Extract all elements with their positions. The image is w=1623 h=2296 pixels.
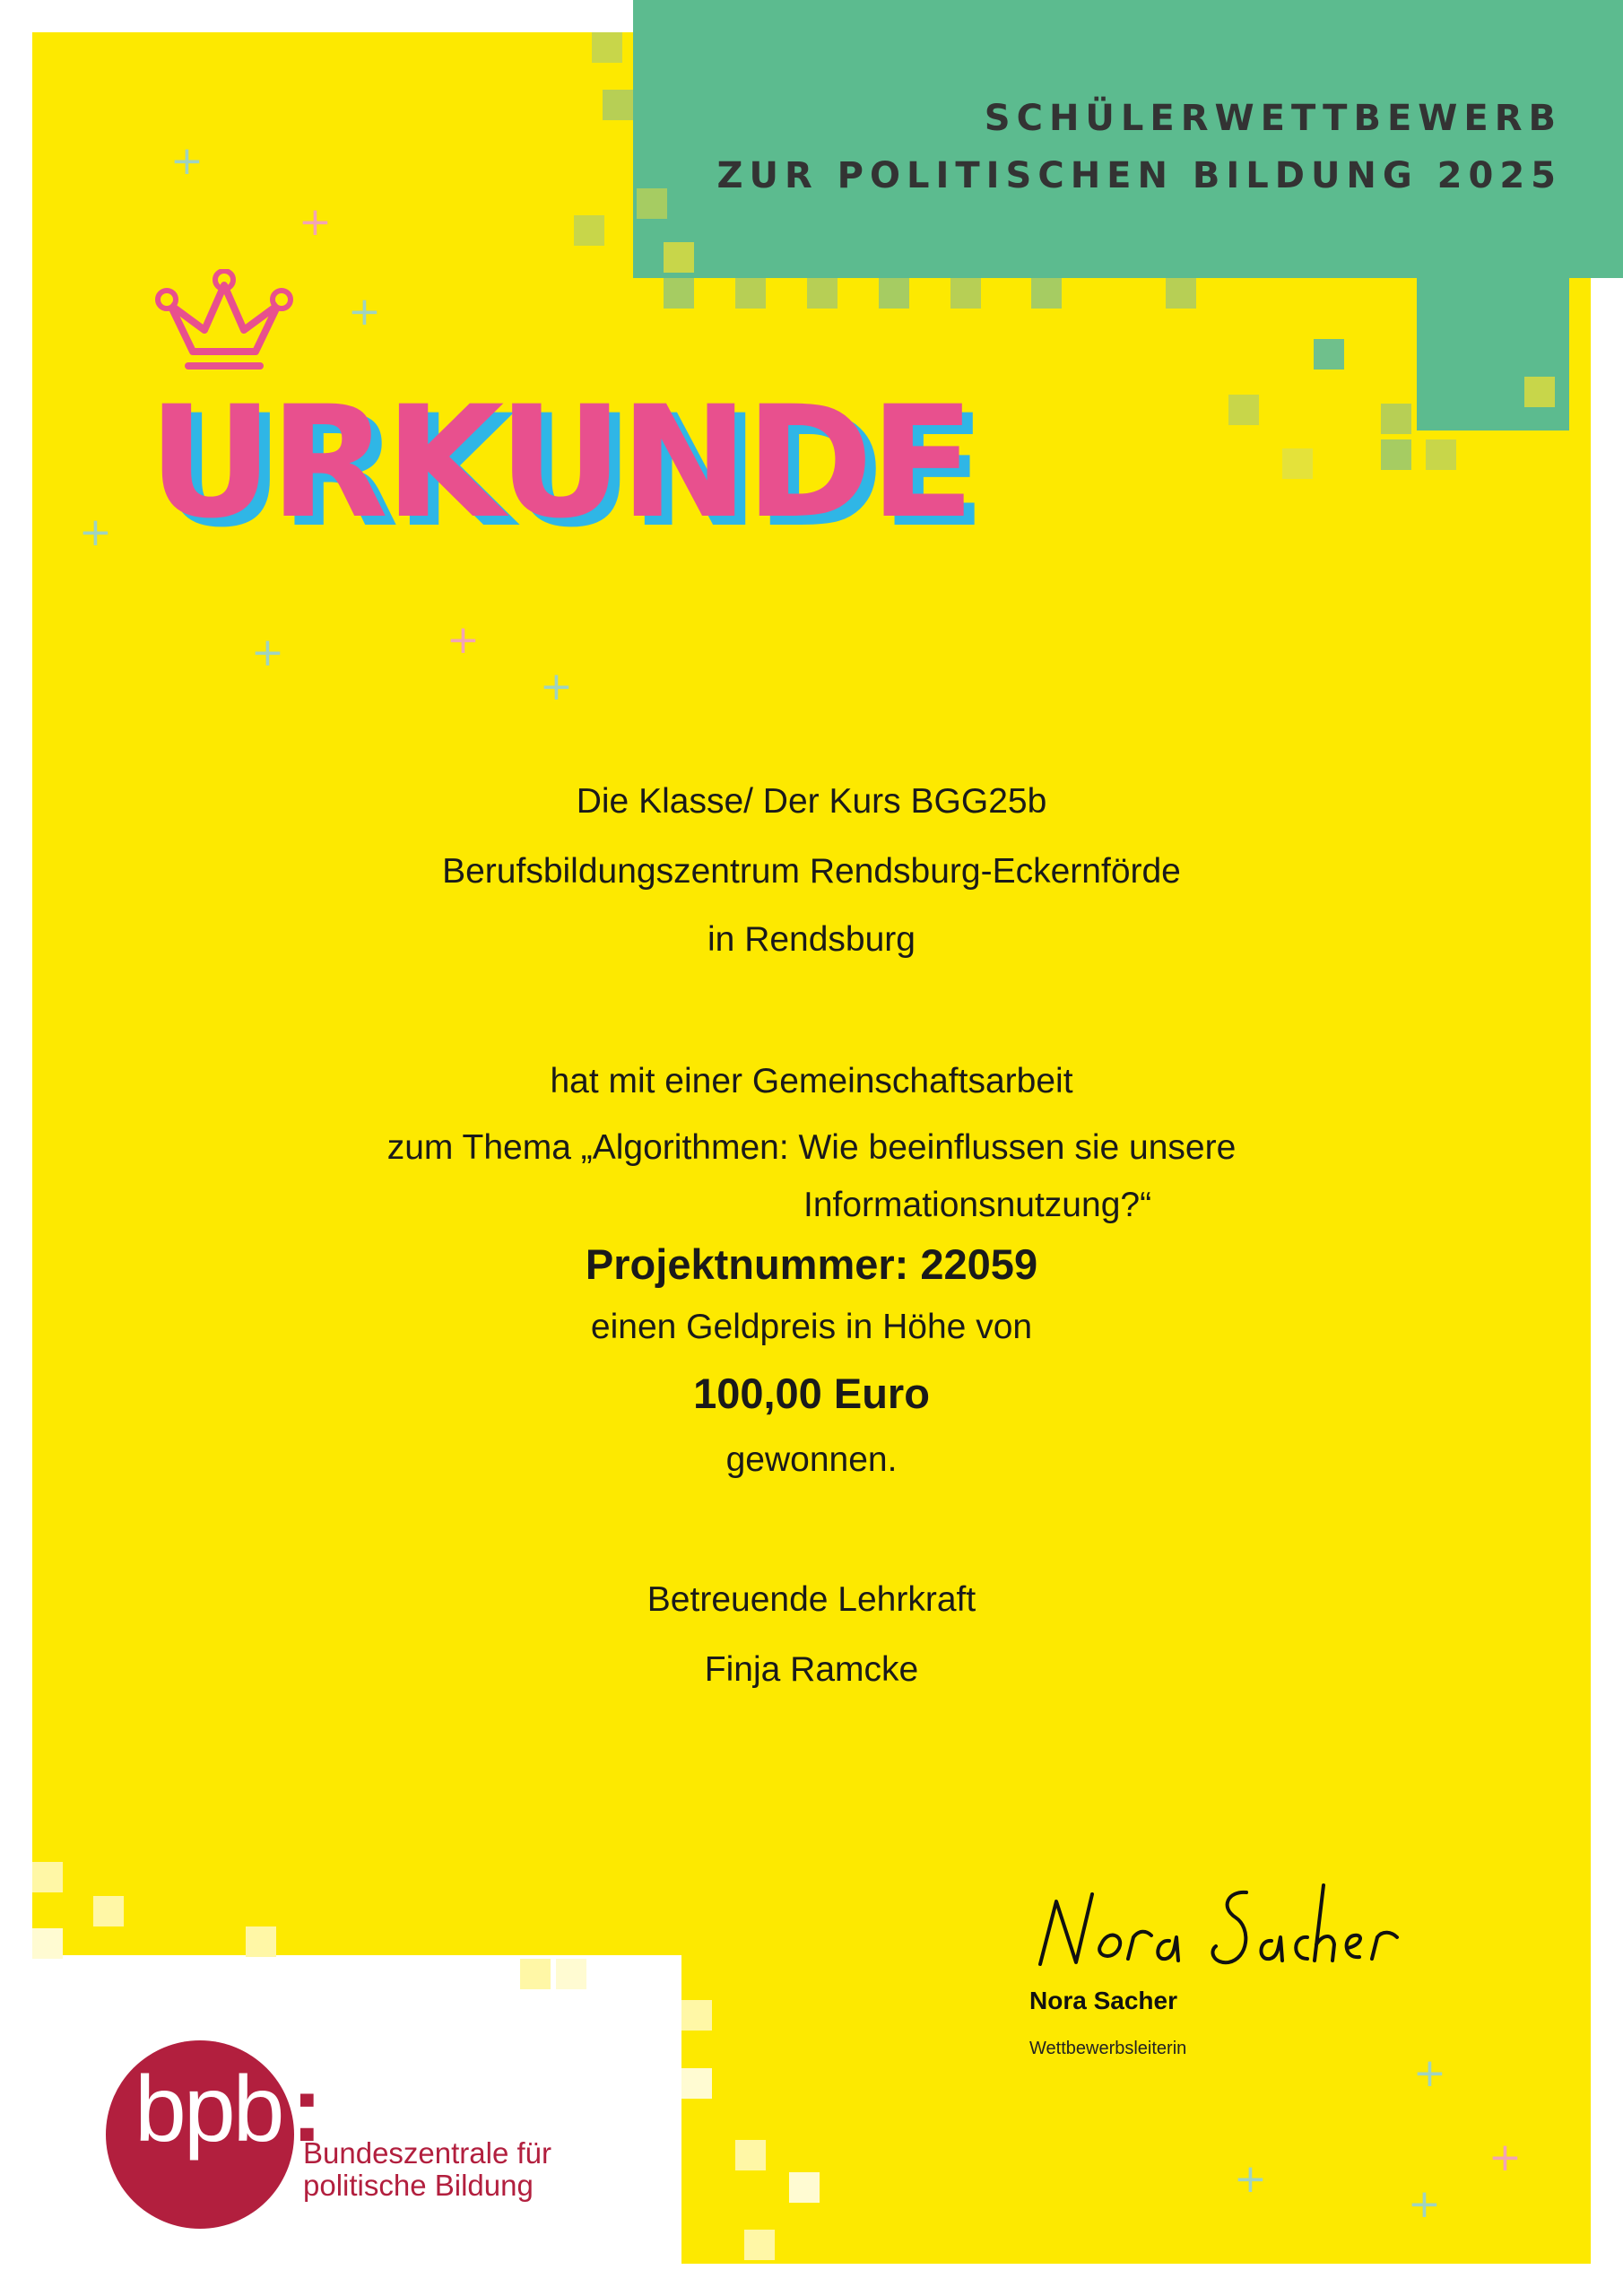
pixel-decoration — [664, 278, 694, 309]
bpb-logo-line-1: Bundeszentrale für — [303, 2136, 552, 2170]
teacher-name: Finja Ramcke — [704, 1650, 919, 1689]
teacher-label: Betreuende Lehrkraft — [647, 1580, 976, 1619]
pixel-decoration — [735, 278, 766, 309]
plus-icon: + — [1413, 2050, 1446, 2096]
plus-icon: + — [348, 289, 381, 335]
plus-icon: + — [1488, 2135, 1522, 2180]
logo-area — [0, 1955, 681, 2296]
plus-icon: + — [170, 138, 204, 184]
plus-icon: + — [251, 630, 284, 675]
class-line: Die Klasse/ Der Kurs BGG25b — [576, 782, 1047, 821]
bpb-logo-colon: : — [291, 2057, 323, 2161]
pixel-decoration — [681, 2000, 712, 2031]
school-line: Berufsbildungszentrum Rendsburg-Eckernförde — [442, 852, 1181, 891]
pixel-decoration — [744, 2230, 775, 2260]
pixel-decoration — [592, 32, 622, 63]
plus-icon: + — [299, 199, 332, 245]
prize-line: einen Geldpreis in Höhe von — [590, 1308, 1033, 1346]
plus-icon: + — [79, 509, 112, 555]
pixel-decoration — [520, 1959, 551, 1989]
pixel-decoration — [246, 1926, 276, 1957]
plus-icon: + — [1234, 2156, 1267, 2202]
bpb-logo-text — [303, 2137, 551, 2202]
header-line-1: SCHÜLERWETTBEWERB — [984, 98, 1562, 139]
topic-line-2: Informationsnutzung?“ — [803, 1186, 1152, 1224]
pixel-decoration — [1031, 278, 1062, 309]
certificate-body — [0, 764, 1623, 1708]
project-number: Projektnummer: 22059 — [585, 1240, 1038, 1288]
pixel-decoration — [735, 2140, 766, 2170]
pixel-decoration — [32, 1862, 63, 1892]
pixel-decoration — [1381, 439, 1411, 470]
pixel-decoration — [556, 1959, 586, 1989]
pixel-decoration — [1314, 339, 1344, 370]
won-line: gewonnen. — [725, 1440, 898, 1479]
certificate-title: URKUNDE — [148, 372, 972, 552]
plus-icon: + — [1408, 2181, 1441, 2227]
plus-icon: + — [540, 664, 573, 709]
plus-icon: + — [447, 617, 480, 663]
topic-line-1: zum Thema „Algorithmen: Wie beeinflussen sie unsere — [386, 1128, 1237, 1167]
pixel-decoration — [574, 215, 604, 246]
bpb-logo-mark: bpb — [135, 2057, 282, 2161]
bpb-logo-line-2: politische Bildung — [303, 2169, 534, 2202]
pixel-decoration — [93, 1896, 124, 1926]
pixel-decoration — [637, 188, 667, 219]
crown-icon — [152, 269, 296, 377]
pixel-decoration — [879, 278, 909, 309]
header-line-2: ZUR POLITISCHEN BILDUNG 2025 — [716, 155, 1562, 196]
pixel-decoration — [1381, 404, 1411, 434]
pixel-decoration — [1166, 278, 1196, 309]
pixel-decoration — [1524, 377, 1555, 407]
pixel-decoration — [681, 2068, 712, 2099]
pixel-decoration — [32, 1928, 63, 1959]
pixel-decoration — [807, 278, 838, 309]
city-line: in Rendsburg — [707, 920, 916, 959]
prize-amount: 100,00 Euro — [693, 1370, 930, 1417]
pixel-decoration — [1282, 448, 1313, 479]
competition-header — [716, 90, 1562, 204]
pixel-decoration — [789, 2172, 820, 2203]
signatory-role: Wettbewerbsleiterin — [1029, 2039, 1187, 2058]
signatory-name: Nora Sacher — [1029, 1987, 1177, 2014]
pixel-decoration — [664, 242, 694, 273]
handwritten-signature — [1022, 1866, 1435, 1991]
work-line: hat mit einer Gemeinschaftsarbeit — [550, 1062, 1073, 1100]
pixel-decoration — [950, 278, 981, 309]
pixel-decoration — [1426, 439, 1456, 470]
pixel-decoration — [603, 90, 633, 120]
pixel-decoration — [1228, 395, 1259, 425]
